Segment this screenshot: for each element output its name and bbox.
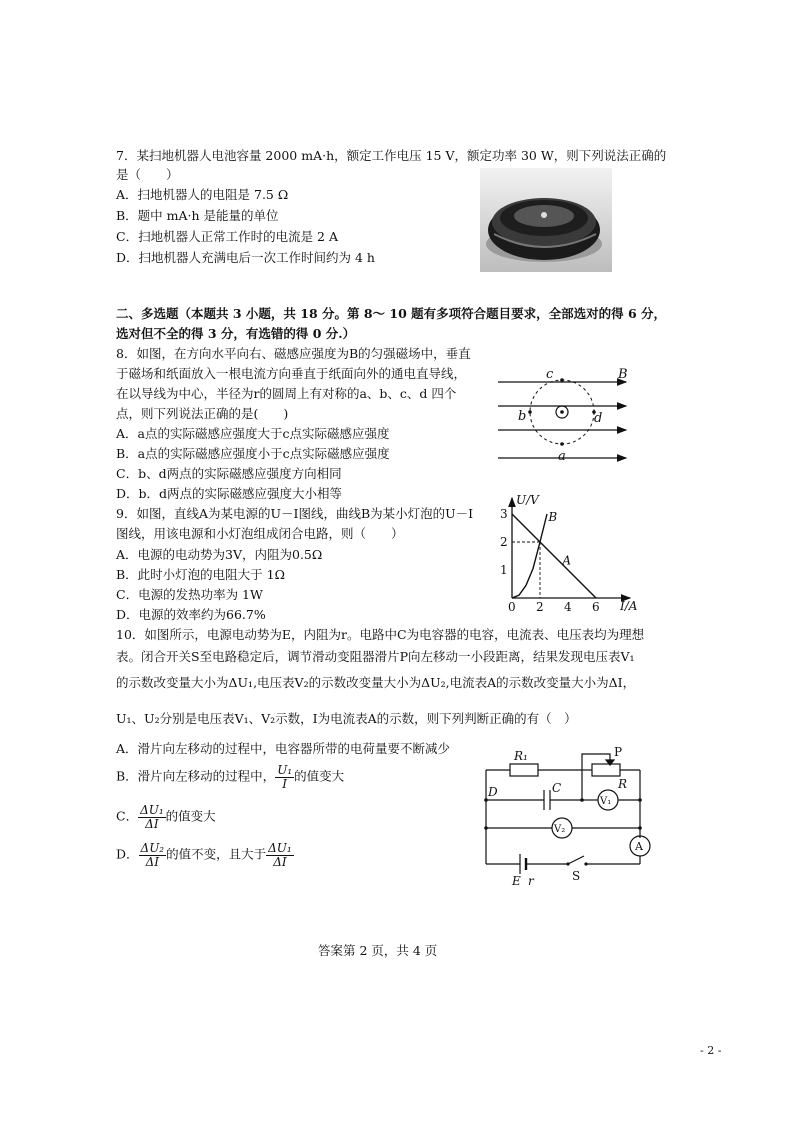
label-a: A [635,840,643,853]
q10-option-b-prefix: B．滑片向左移动的过程中， [116,768,276,784]
q9-option-c: C．电源的发热功率为 1W [116,587,263,602]
q10-stem-line3: 的示数改变量大小为ΔU₁,电压表V₂的示数改变量大小为ΔU₂,电流表A的示数改变量大小为ΔI， [116,675,636,690]
label-e: E [512,874,521,886]
y-tick-label: 2 [500,535,508,549]
q9-option-d: D．电源的效率约为66.7% [116,607,266,622]
section2-heading-line1: 二、多选题（本题共 3 小题，共 18 分。第 8～ 10 题有多项符合题目要求，全部选对的得 6 分， [116,306,667,321]
q10-stem-line4: U₁、U₂分别是电压表V₁、V₂示数，I为电流表A的示数，则下列判断正确的有（ ） [116,711,577,726]
label-r: R [618,777,628,791]
label-r1: R₁ [514,749,528,763]
q9-stem-line2: 图线，用该电源和小灯泡组成闭合电路，则（ ） [116,526,404,541]
q8-stem-line4: 点，则下列说法正确的是( ) [116,406,289,421]
y-tick-label: 3 [500,507,508,521]
fraction-du1-over-di [138,804,166,830]
field-label-b: B [618,367,628,382]
q10-option-d-mid: 的值不变，且大于 [166,846,267,862]
q10-option-c [116,804,216,830]
frac-denominator: ΔI [145,854,160,869]
point-label-c: c [546,367,554,382]
q8-stem-line2: 于磁场和纸面放入一根电流方向垂直于纸面向外的通电直导线， [116,366,467,381]
q10-option-a: A．滑片向左移动的过程中，电容器所带的电荷量要不断减少 [116,741,451,756]
q9-ui-chart [494,490,654,614]
q10-option-d [116,842,294,868]
resistor-r1 [510,764,538,776]
q10-option-d-prefix: D． [116,846,139,862]
series-line-B [512,514,547,598]
point-label-b: b [518,409,527,424]
label-c: C [552,781,562,795]
q7-option-d: D．扫地机器人充满电后一次工作时间约为 4 h [116,250,375,265]
q10-circuit-diagram [474,746,670,886]
q8-option-d: D．b．d两点的实际磁感应强度大小相等 [116,486,343,501]
q9-option-a: A．电源的电动势为3V，内阻为0.5Ω [116,547,323,562]
switch-s [568,856,584,864]
frac-numerator: U₁ [277,763,293,777]
q10-stem-line1: 10．如图所示，电源电动势为E，内阻为r。电路中C为电容器的电容，电流表、电压表均为理想 [116,627,645,642]
series-line-A [512,514,596,598]
rheostat-r [592,764,620,776]
label-v1: V₁ [600,796,612,807]
series-label-B: B [548,510,558,524]
q9-stem-line1: 9．如图，直线A为某电源的U－I图线，曲线B为某小灯泡的U－I [116,506,474,521]
point-label-d: d [594,411,603,426]
y-tick-label: 1 [500,563,508,577]
fraction-du1-over-di-2 [266,842,294,868]
q7-stem-line1: 7．某扫地机器人电池容量 2000 mA·h，额定工作电压 15 V，额定功率 30 W，则下列说法正确的 [116,148,667,163]
label-s: S [572,869,581,883]
q10-stem-line2: 表。闭合开关S至电路稳定后，调节滑动变阻器滑片P向左移动一小段距离，结果发现电压表V₁ [116,649,635,664]
frac-denominator: ΔI [145,816,159,831]
q8-option-c: C．b、d两点的实际磁感应强度方向相同 [116,466,342,481]
frac-denominator: ΔI [273,854,287,869]
q9-option-b: B．此时小灯泡的电阻大于 1Ω [116,567,285,582]
frac-numerator: ΔU₂ [140,841,165,855]
q7-option-a: A．扫地机器人的电阻是 7.5 Ω [116,187,289,202]
x-tick-label: 6 [592,600,600,614]
q10-option-b-suffix: 的值变大 [294,768,345,784]
label-v2: V₂ [554,824,566,835]
q7-stem-line2: 是（ ） [116,167,179,182]
label-rint: r [528,874,534,886]
q8-option-a: A．a点的实际磁感应强度大于c点实际磁感应强度 [116,426,390,441]
label-d: D [488,785,498,799]
x-tick-label: 2 [536,600,544,614]
label-p: P [614,746,623,759]
q7-option-b: B．题中 mA·h 是能量的单位 [116,208,279,223]
point-label-a: a [558,449,566,464]
frac-numerator: ΔU₁ [268,841,292,855]
frac-numerator: ΔU₁ [140,803,164,817]
q10-option-c-suffix: 的值变大 [165,808,216,824]
q8-field-figure [494,360,644,470]
page-footer: 答案第 2 页，共 4 页 [318,943,438,958]
section2-heading-line2: 选对但不全的得 3 分，有选错的得 0 分.） [116,326,356,341]
robot-vacuum-photo [480,168,612,272]
q10-option-b [116,764,344,790]
y-axis-label: U/V [516,493,539,507]
series-label-A: A [562,553,572,568]
q10-option-c-prefix: C． [116,808,139,824]
fraction-du2-over-di [139,842,167,868]
q8-stem-line3: 在以导线为中心，半径为r的圆周上有对称的a、b、c、d 四个 [116,386,457,401]
x-axis-label: I/A [620,599,638,613]
x-tick-label: 4 [564,600,572,614]
q8-option-b: B．a点的实际磁感应强度小于c点实际磁感应强度 [116,446,390,461]
fraction-u1-over-i [275,764,294,790]
x-tick-label: 0 [508,600,516,614]
q8-stem-line1: 8．如图，在方向水平向右、磁感应强度为B的匀强磁场中，垂直 [116,346,471,361]
q7-option-c: C．扫地机器人正常工作时的电流是 2 A [116,229,338,244]
frac-denominator: I [282,776,288,791]
page-number: - 2 - [700,1044,722,1057]
